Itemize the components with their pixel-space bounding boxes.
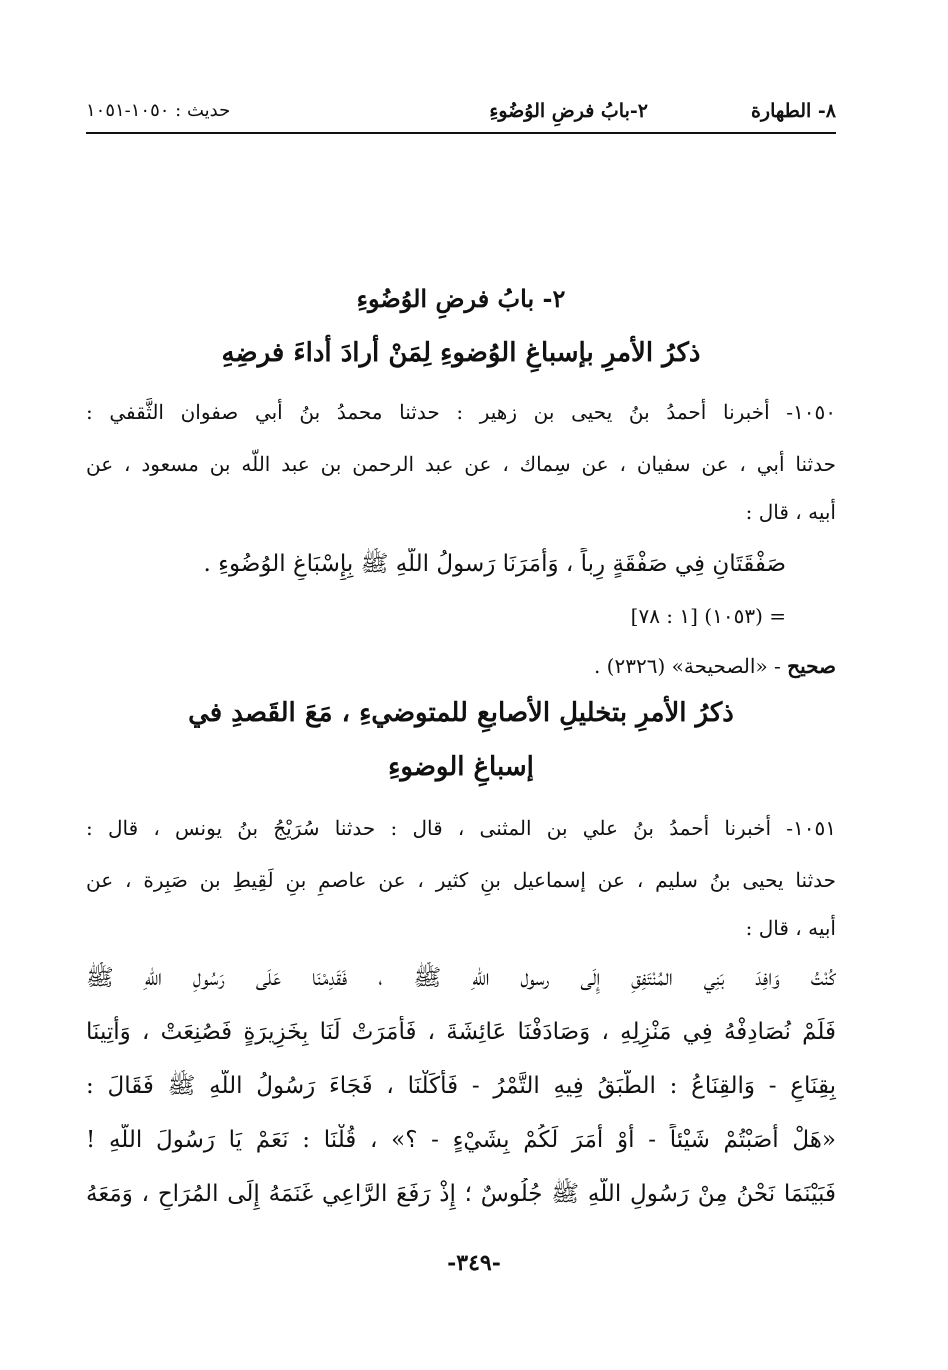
hadith-1051-isnad-line-2: حدثنا يحيى بنُ سليم ، عن إسماعيل بنِ كثير ، عن عاصمِ بنِ لَقِيطِ بن صَبِرة ، عن	[86, 868, 836, 892]
grade-reference: - «الصحيحة» (٢٣٢٦) .	[593, 654, 788, 678]
hadith-1050-isnad-line-3: أبيه ، قال :	[745, 500, 836, 524]
header-rule	[86, 132, 836, 134]
hadith-1050-isnad-line-2: حدثنا أبي ، عن سفيان ، عن سِماك ، عن عبد الرحمن بن عبد اللّه بن مسعود ، عن	[86, 452, 836, 476]
hadith-1050-cross-reference: = (١٠٥٣) [١ : ٧٨]	[630, 604, 786, 628]
hadith-1051-matn-line-2: فَلَمْ نُصَادِفْهُ فِي مَنْزِلِهِ ، وَصَادَفْنَا عَائِشَةَ ، فَأَمَرَتْ لَنَا بِخَزِيرَةٍ فَصُنِعَتْ ، وَأُتِينَا	[86, 1019, 836, 1045]
subheading-2-line-1: ذكرُ الأمرِ بتخليلِ الأصابعِ للمتوضيءِ ، مَعَ القَصدِ في	[188, 698, 734, 728]
hadith-1051-matn-line-3: بِقِنَاعٍ - وَالقِنَاعُ : الطَّبَقُ فِيهِ التَّمْرُ - فَأَكَلْنَا ، فَجَاءَ رَسُولُ اللّهِ ﷺ فَقَالَ :	[86, 1073, 836, 1099]
page-number: -٣٤٩-	[447, 1250, 501, 1276]
hadith-1051-matn-line-5: فَبَيْنَمَا نَحْنُ مِنْ رَسُولِ اللّهِ ﷺ جُلُوسٌ ؛ إِذْ رَفَعَ الرَّاعِي غَنَمَهُ إِلَى المُرَاحِ ، وَمَعَهُ	[86, 1181, 836, 1207]
subheading-1: ذكرُ الأمرِ بإسباغِ الوُضوءِ لِمَنْ أرادَ أداءَ فرضِهِ	[221, 338, 701, 368]
grade-label: صحيح	[787, 654, 836, 678]
hadith-1051-isnad-line-1: ١٠٥١- أخبرنا أحمدُ بنُ علي بن المثنى ، قال : حدثنا سُرَيْجُ بنُ يونس ، قال :	[86, 816, 836, 840]
hadith-1050-matn: صَفْقَتَانِ فِي صَفْقَةٍ رِباً ، وَأَمَرَنَا رَسولُ اللّهِ ﷺ بِإِسْبَاغِ الوُضُوءِ .	[203, 551, 786, 577]
hadith-1051-isnad-line-3: أبيه ، قال :	[745, 916, 836, 940]
hadith-1051-matn-line-4: «هَلْ أَصَبْتُمْ شَيْئاً - أَوْ أَمَرَ لَكُمْ بِشَيْءٍ - ؟» ، قُلْنَا : نَعَمْ يَا رَسُولَ اللّهِ !	[86, 1127, 836, 1153]
subheading-2-line-2: إسباغِ الوضوءِ	[388, 752, 534, 782]
hadith-1050-grade	[594, 654, 836, 678]
running-header-chapter: ٨- الطهارة	[750, 100, 836, 122]
chapter-heading: ٢- بابُ فرضِ الوُضُوءِ	[356, 284, 566, 313]
hadith-1051-matn-line-1: كُنْتُ وَافِدَ بَنِي المُنْتَفِقِ إِلَى رسول اللّهِ ﷺ ، فَقَدِمْنَا عَلَى رَسُولِ اللّهِ ﷺ	[86, 965, 836, 991]
running-header-hadith-range: حديث : ١٠٥٠-١٠٥١	[86, 100, 231, 121]
running-header-section: ٢-بابُ فرضِ الوُضُوءِ	[489, 100, 648, 122]
hadith-1050-isnad-line-1: ١٠٥٠- أخبرنا أحمدُ بنُ يحيى بن زهير : حدثنا محمدُ بنُ أبي صفوان الثَّقفي :	[86, 400, 836, 424]
